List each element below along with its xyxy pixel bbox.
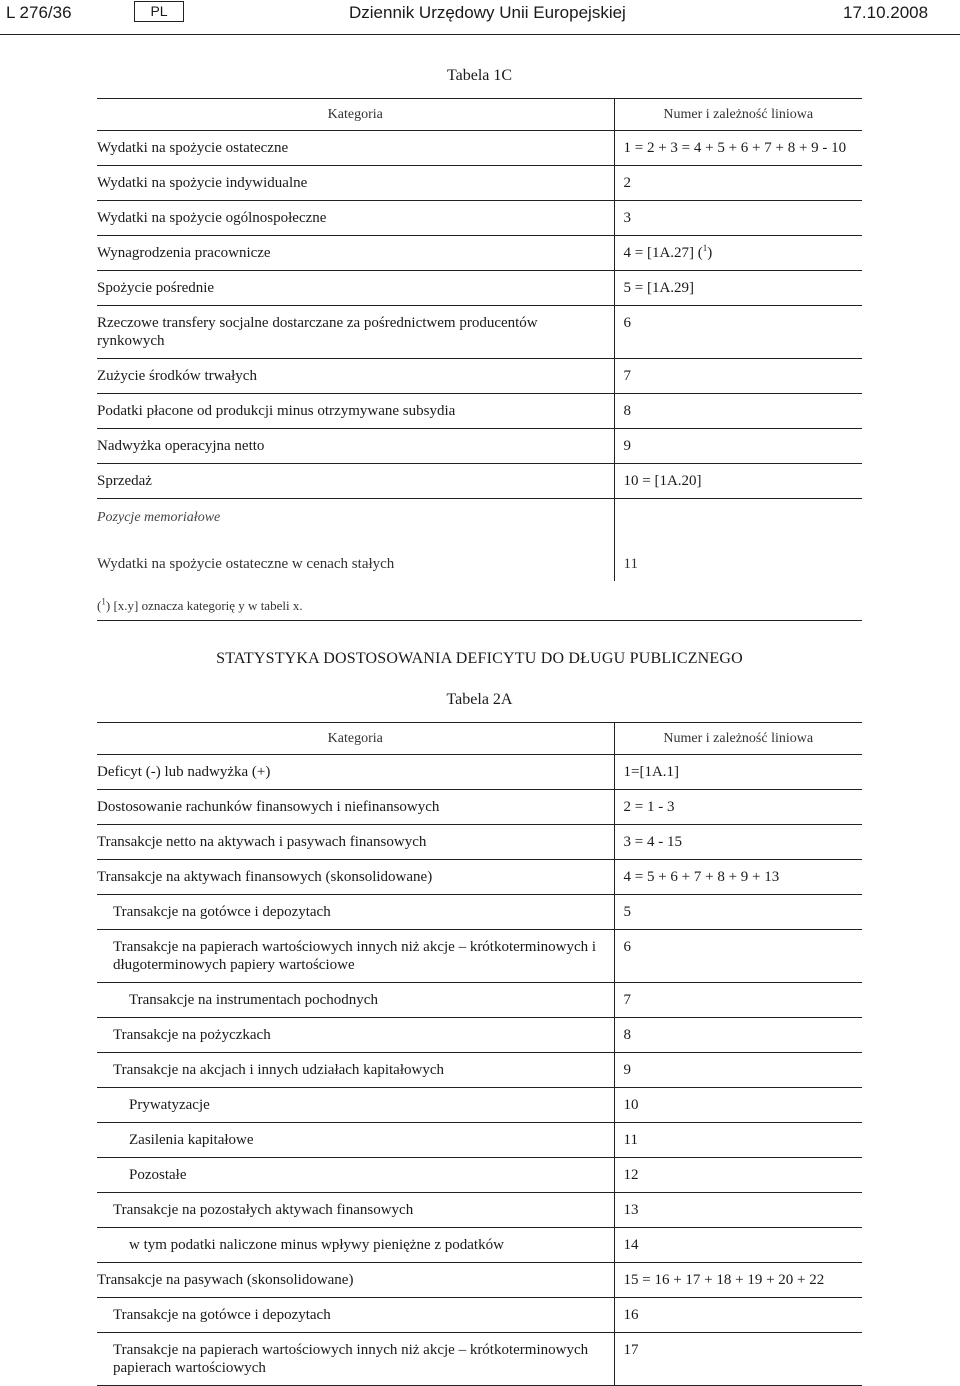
memo-label: Pozycje memoriałowe <box>97 499 614 542</box>
table-row <box>97 825 862 860</box>
row-category: Wydatki na spożycie ostateczne w cenach stałych <box>97 541 614 581</box>
section-title: STATYSTYKA DOSTOSOWANIA DEFICYTU DO DŁUGU PUBLICZNEGO <box>216 650 743 667</box>
row-number: 10 <box>614 1088 862 1123</box>
table-row <box>97 755 862 790</box>
table-row <box>97 895 862 930</box>
row-number: 15 = 16 + 17 + 18 + 19 + 20 + 22 <box>614 1263 862 1298</box>
row-number: 14 <box>614 1228 862 1263</box>
memo-label-empty <box>614 499 862 542</box>
row-number: 5 <box>614 895 862 930</box>
row-category: Zasilenia kapitałowe <box>97 1123 614 1158</box>
row-number <box>614 236 862 271</box>
row-number: 10 = [1A.20] <box>614 464 862 499</box>
row-number: 8 <box>614 394 862 429</box>
row-category: Wydatki na spożycie ogólnospołeczne <box>97 201 614 236</box>
table-1c-footnote: ($^1$) [x.y] oznacza kategorię y w tabeli x. <box>97 598 862 621</box>
table-row <box>97 983 862 1018</box>
table-row <box>97 306 862 359</box>
column-header-category: Kategoria <box>97 99 614 131</box>
row-number-text: 4 = [1A.27] ( <box>623 245 703 261</box>
row-number: 11 <box>623 556 638 572</box>
row-number-text-end: ) <box>707 245 713 261</box>
page-reference: L 276/36 <box>6 3 72 22</box>
memo-label-row <box>97 499 862 542</box>
row-category: Prywatyzacje <box>97 1088 614 1123</box>
row-number: 17 <box>614 1333 862 1386</box>
footnote-mark: 1 <box>101 596 106 607</box>
row-number: 3 = 4 - 15 <box>614 825 862 860</box>
row-category: Transakcje netto na aktywach i pasywach finansowych <box>97 825 614 860</box>
row-category: Transakcje na instrumentach pochodnych <box>97 983 614 1018</box>
table-1c-body <box>97 131 862 582</box>
row-number: 6 <box>614 930 862 983</box>
table-1c <box>97 98 862 581</box>
page-header <box>0 0 960 35</box>
footnote-text: [x.y] oznacza kategorię y w tabeli x. <box>113 598 303 613</box>
table-row <box>97 1088 862 1123</box>
row-category: Deficyt (-) lub nadwyżka (+) <box>97 755 614 790</box>
journal-title: Dziennik Urzędowy Unii Europejskiej <box>349 3 626 22</box>
table-row <box>97 464 862 499</box>
table-row <box>97 1228 862 1263</box>
row-number: 2 = 1 - 3 <box>614 790 862 825</box>
table-row <box>97 1298 862 1333</box>
row-category: Rzeczowe transfery socjalne dostarczane za pośrednictwem producentów rynkowych <box>97 306 614 359</box>
language-badge: PL <box>134 1 184 22</box>
row-number: 6 <box>614 306 862 359</box>
table-row <box>97 201 862 236</box>
table-row <box>97 236 862 271</box>
row-number: 12 <box>614 1158 862 1193</box>
row-number: 3 <box>614 201 862 236</box>
table-2a-header-row <box>97 723 862 755</box>
table-row <box>97 1333 862 1386</box>
row-number: 7 <box>614 359 862 394</box>
table-row <box>97 1123 862 1158</box>
row-number: 7 <box>614 983 862 1018</box>
row-category: w tym podatki naliczone minus wpływy pieniężne z podatków <box>97 1228 614 1263</box>
table-row <box>97 166 862 201</box>
row-category: Transakcje na pożyczkach <box>97 1018 614 1053</box>
table-row <box>97 1263 862 1298</box>
table-row <box>97 271 862 306</box>
table-row <box>97 359 862 394</box>
table-row <box>97 790 862 825</box>
row-category: Transakcje na gotówce i depozytach <box>97 1298 614 1333</box>
row-number: 5 = [1A.29] <box>614 271 862 306</box>
row-number: 16 <box>614 1298 862 1333</box>
row-category: Dostosowanie rachunków finansowych i niefinansowych <box>97 790 614 825</box>
table-2a <box>97 722 862 1386</box>
table-row <box>97 394 862 429</box>
row-number: 9 <box>614 429 862 464</box>
row-number: 1=[1A.1] <box>614 755 862 790</box>
row-number: 9 <box>614 1053 862 1088</box>
table-row <box>97 131 862 166</box>
row-category: Transakcje na gotówce i depozytach <box>97 895 614 930</box>
row-category: Spożycie pośrednie <box>97 271 614 306</box>
row-number: 13 <box>614 1193 862 1228</box>
table-row <box>97 930 862 983</box>
row-category: Transakcje na akcjach i innych udziałach kapitałowych <box>97 1053 614 1088</box>
row-number: 1 = 2 + 3 = 4 + 5 + 6 + 7 + 8 + 9 - 10 <box>614 131 862 166</box>
column-header-number: Numer i zależność liniowa <box>614 723 862 755</box>
row-category: Transakcje na pozostałych aktywach finansowych <box>97 1193 614 1228</box>
publication-date: 17.10.2008 <box>843 3 929 22</box>
row-category: Transakcje na pasywach (skonsolidowane) <box>97 1263 614 1298</box>
row-category: Wynagrodzenia pracownicze <box>97 236 614 271</box>
row-category: Wydatki na spożycie ostateczne <box>97 131 614 166</box>
table-row <box>97 1053 862 1088</box>
table-row <box>97 860 862 895</box>
row-category: Zużycie środków trwałych <box>97 359 614 394</box>
table-row <box>97 541 862 581</box>
row-category: Podatki płacone od produkcji minus otrzymywane subsydia <box>97 394 614 429</box>
row-number: 8 <box>614 1018 862 1053</box>
row-category: Sprzedaż <box>97 464 614 499</box>
table-1c-header-row <box>97 99 862 131</box>
table-1c-title: Tabela 1C <box>446 67 513 84</box>
row-category: Transakcje na papierach wartościowych innych niż akcje – krótkoterminowych i długoterminowych papiery wartościowe <box>97 930 614 983</box>
row-number: 2 <box>614 166 862 201</box>
table-2a-title: Tabela 2A <box>446 691 513 708</box>
table-2a-body <box>97 755 862 1386</box>
table-row <box>97 1158 862 1193</box>
row-category: Nadwyżka operacyjna netto <box>97 429 614 464</box>
row-category: Wydatki na spożycie indywidualne <box>97 166 614 201</box>
column-header-number: Numer i zależność liniowa <box>614 99 862 131</box>
column-header-category: Kategoria <box>97 723 614 755</box>
table-row <box>97 429 862 464</box>
row-category: Transakcje na aktywach finansowych (skonsolidowane) <box>97 860 614 895</box>
table-row <box>97 1193 862 1228</box>
table-row <box>97 1018 862 1053</box>
row-category: Pozostałe <box>97 1158 614 1193</box>
row-category: Transakcje na papierach wartościowych innych niż akcje – krótkoterminowych papierach wartościowych <box>97 1333 614 1386</box>
row-number: 11 <box>614 1123 862 1158</box>
footnote-ref: 1 <box>702 243 708 253</box>
row-number: 4 = 5 + 6 + 7 + 8 + 9 + 13 <box>614 860 862 895</box>
